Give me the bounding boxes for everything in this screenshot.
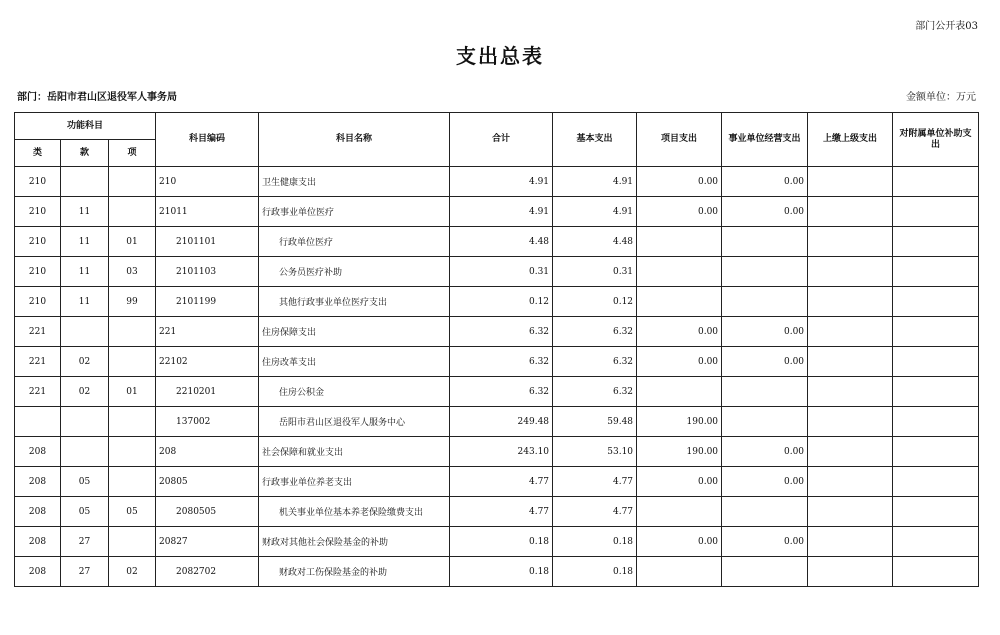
cell-upper [808, 227, 893, 257]
cell-project [637, 257, 722, 287]
cell-project: 0.00 [637, 527, 722, 557]
expenditure-table [14, 112, 979, 587]
cell-business: 0.00 [722, 437, 808, 467]
cell-subsidy [893, 497, 979, 527]
cell-lei: 210 [15, 287, 61, 317]
cell-basic: 6.32 [553, 347, 637, 377]
cell-business: 0.00 [722, 197, 808, 227]
cell-code: 208 [156, 437, 259, 467]
cell-code: 22102 [156, 347, 259, 377]
cell-business [722, 287, 808, 317]
cell-total: 6.32 [450, 317, 553, 347]
cell-code: 210 [156, 167, 259, 197]
cell-basic: 4.77 [553, 497, 637, 527]
form-number: 部门公开表03 [915, 21, 978, 32]
cell-subsidy [893, 167, 979, 197]
cell-basic: 0.18 [553, 557, 637, 587]
cell-project: 0.00 [637, 197, 722, 227]
cell-project [637, 377, 722, 407]
cell-total: 4.91 [450, 197, 553, 227]
cell-project [637, 497, 722, 527]
table-row [15, 557, 979, 587]
cell-lei: 221 [15, 317, 61, 347]
table-row [15, 467, 979, 497]
cell-project [637, 557, 722, 587]
cell-business: 0.00 [722, 317, 808, 347]
cell-name: 行政事业单位养老支出 [259, 467, 450, 497]
header-basic: 基本支出 [553, 113, 637, 167]
table-row [15, 167, 979, 197]
cell-code: 20827 [156, 527, 259, 557]
cell-total: 0.31 [450, 257, 553, 287]
cell-business [722, 377, 808, 407]
cell-lei: 210 [15, 227, 61, 257]
cell-upper [808, 527, 893, 557]
cell-name: 机关事业单位基本养老保险缴费支出 [259, 497, 450, 527]
cell-total: 4.77 [450, 497, 553, 527]
cell-subsidy [893, 557, 979, 587]
cell-total: 4.91 [450, 167, 553, 197]
cell-kuan: 11 [61, 287, 109, 317]
cell-upper [808, 347, 893, 377]
cell-lei: 208 [15, 497, 61, 527]
cell-name: 财政对工伤保险基金的补助 [259, 557, 450, 587]
cell-kuan: 11 [61, 227, 109, 257]
cell-subsidy [893, 317, 979, 347]
cell-code: 221 [156, 317, 259, 347]
cell-business [722, 227, 808, 257]
header-kuan: 款 [61, 140, 109, 167]
cell-basic: 53.10 [553, 437, 637, 467]
header-project: 项目支出 [637, 113, 722, 167]
cell-xiang: 02 [109, 557, 156, 587]
cell-project: 0.00 [637, 347, 722, 377]
cell-upper [808, 437, 893, 467]
cell-kuan: 27 [61, 557, 109, 587]
table-row [15, 257, 979, 287]
cell-xiang: 03 [109, 257, 156, 287]
cell-kuan: 05 [61, 467, 109, 497]
cell-lei: 210 [15, 167, 61, 197]
cell-total: 243.10 [450, 437, 553, 467]
cell-kuan: 11 [61, 197, 109, 227]
cell-project: 190.00 [637, 407, 722, 437]
cell-xiang [109, 197, 156, 227]
cell-code: 137002 [156, 407, 259, 437]
cell-name: 卫生健康支出 [259, 167, 450, 197]
cell-total: 0.12 [450, 287, 553, 317]
cell-subsidy [893, 467, 979, 497]
header-subsidy: 对附属单位补助支出 [893, 113, 979, 167]
cell-upper [808, 167, 893, 197]
cell-subsidy [893, 257, 979, 287]
cell-business [722, 497, 808, 527]
cell-upper [808, 497, 893, 527]
cell-total: 4.48 [450, 227, 553, 257]
cell-project: 0.00 [637, 167, 722, 197]
cell-total: 249.48 [450, 407, 553, 437]
cell-name: 行政单位医疗 [259, 227, 450, 257]
cell-business [722, 557, 808, 587]
cell-name: 财政对其他社会保险基金的补助 [259, 527, 450, 557]
cell-lei: 221 [15, 347, 61, 377]
cell-total: 6.32 [450, 347, 553, 377]
cell-xiang: 01 [109, 377, 156, 407]
cell-name: 社会保障和就业支出 [259, 437, 450, 467]
cell-subsidy [893, 197, 979, 227]
cell-total: 6.32 [450, 377, 553, 407]
table-row [15, 497, 979, 527]
cell-project: 190.00 [637, 437, 722, 467]
cell-project [637, 287, 722, 317]
cell-total: 4.77 [450, 467, 553, 497]
cell-kuan: 02 [61, 377, 109, 407]
table-row [15, 407, 979, 437]
cell-xiang: 01 [109, 227, 156, 257]
cell-subsidy [893, 347, 979, 377]
cell-kuan [61, 407, 109, 437]
cell-business [722, 257, 808, 287]
cell-upper [808, 467, 893, 497]
cell-kuan: 05 [61, 497, 109, 527]
cell-upper [808, 317, 893, 347]
cell-lei: 210 [15, 257, 61, 287]
cell-basic: 0.12 [553, 287, 637, 317]
table-row [15, 317, 979, 347]
cell-xiang [109, 167, 156, 197]
cell-project: 0.00 [637, 317, 722, 347]
cell-upper [808, 257, 893, 287]
cell-xiang [109, 467, 156, 497]
cell-basic: 6.32 [553, 317, 637, 347]
cell-name: 住房公积金 [259, 377, 450, 407]
cell-code: 21011 [156, 197, 259, 227]
cell-total: 0.18 [450, 557, 553, 587]
cell-name: 行政事业单位医疗 [259, 197, 450, 227]
cell-upper [808, 557, 893, 587]
cell-upper [808, 377, 893, 407]
department-label: 部门：岳阳市君山区退役军人事务局 [17, 92, 177, 103]
cell-lei: 208 [15, 527, 61, 557]
table-row [15, 227, 979, 257]
cell-subsidy [893, 437, 979, 467]
cell-xiang [109, 437, 156, 467]
cell-subsidy [893, 377, 979, 407]
cell-code: 2210201 [156, 377, 259, 407]
header-upper: 上缴上级支出 [808, 113, 893, 167]
cell-subsidy [893, 527, 979, 557]
cell-subsidy [893, 407, 979, 437]
cell-basic: 4.91 [553, 197, 637, 227]
cell-upper [808, 197, 893, 227]
cell-total: 0.18 [450, 527, 553, 557]
header-name: 科目名称 [259, 113, 450, 167]
cell-kuan: 27 [61, 527, 109, 557]
cell-code: 20805 [156, 467, 259, 497]
cell-code: 2101199 [156, 287, 259, 317]
cell-xiang [109, 527, 156, 557]
page-title: 支出总表 [456, 44, 544, 68]
cell-xiang: 05 [109, 497, 156, 527]
cell-basic: 0.18 [553, 527, 637, 557]
cell-name: 公务员医疗补助 [259, 257, 450, 287]
cell-name: 住房改革支出 [259, 347, 450, 377]
cell-kuan [61, 317, 109, 347]
cell-name: 岳阳市君山区退役军人服务中心 [259, 407, 450, 437]
table-row [15, 287, 979, 317]
cell-xiang [109, 407, 156, 437]
unit-label: 金额单位：万元 [906, 92, 976, 103]
cell-lei: 210 [15, 197, 61, 227]
cell-code: 2101103 [156, 257, 259, 287]
cell-code: 2082702 [156, 557, 259, 587]
cell-lei [15, 407, 61, 437]
cell-upper [808, 287, 893, 317]
cell-business: 0.00 [722, 167, 808, 197]
cell-xiang: 99 [109, 287, 156, 317]
cell-business: 0.00 [722, 527, 808, 557]
cell-business: 0.00 [722, 467, 808, 497]
cell-upper [808, 407, 893, 437]
cell-kuan [61, 437, 109, 467]
cell-kuan [61, 167, 109, 197]
header-xiang: 项 [109, 140, 156, 167]
cell-kuan: 11 [61, 257, 109, 287]
cell-code: 2080505 [156, 497, 259, 527]
cell-lei: 221 [15, 377, 61, 407]
cell-basic: 4.77 [553, 467, 637, 497]
cell-project: 0.00 [637, 467, 722, 497]
header-function-subject: 功能科目 [15, 113, 156, 140]
cell-basic: 4.48 [553, 227, 637, 257]
table-row [15, 377, 979, 407]
cell-business: 0.00 [722, 347, 808, 377]
cell-lei: 208 [15, 437, 61, 467]
cell-name: 住房保障支出 [259, 317, 450, 347]
cell-basic: 59.48 [553, 407, 637, 437]
cell-name: 其他行政事业单位医疗支出 [259, 287, 450, 317]
cell-basic: 6.32 [553, 377, 637, 407]
table-row [15, 197, 979, 227]
cell-project [637, 227, 722, 257]
cell-lei: 208 [15, 467, 61, 497]
header-code: 科目编码 [156, 113, 259, 167]
cell-basic: 4.91 [553, 167, 637, 197]
header-lei: 类 [15, 140, 61, 167]
cell-xiang [109, 317, 156, 347]
table-row [15, 437, 979, 467]
table-row [15, 347, 979, 377]
cell-code: 2101101 [156, 227, 259, 257]
header-business: 事业单位经营支出 [722, 113, 808, 167]
cell-kuan: 02 [61, 347, 109, 377]
cell-xiang [109, 347, 156, 377]
table-row [15, 527, 979, 557]
cell-subsidy [893, 227, 979, 257]
cell-subsidy [893, 287, 979, 317]
cell-lei: 208 [15, 557, 61, 587]
header-total: 合计 [450, 113, 553, 167]
cell-business [722, 407, 808, 437]
cell-basic: 0.31 [553, 257, 637, 287]
